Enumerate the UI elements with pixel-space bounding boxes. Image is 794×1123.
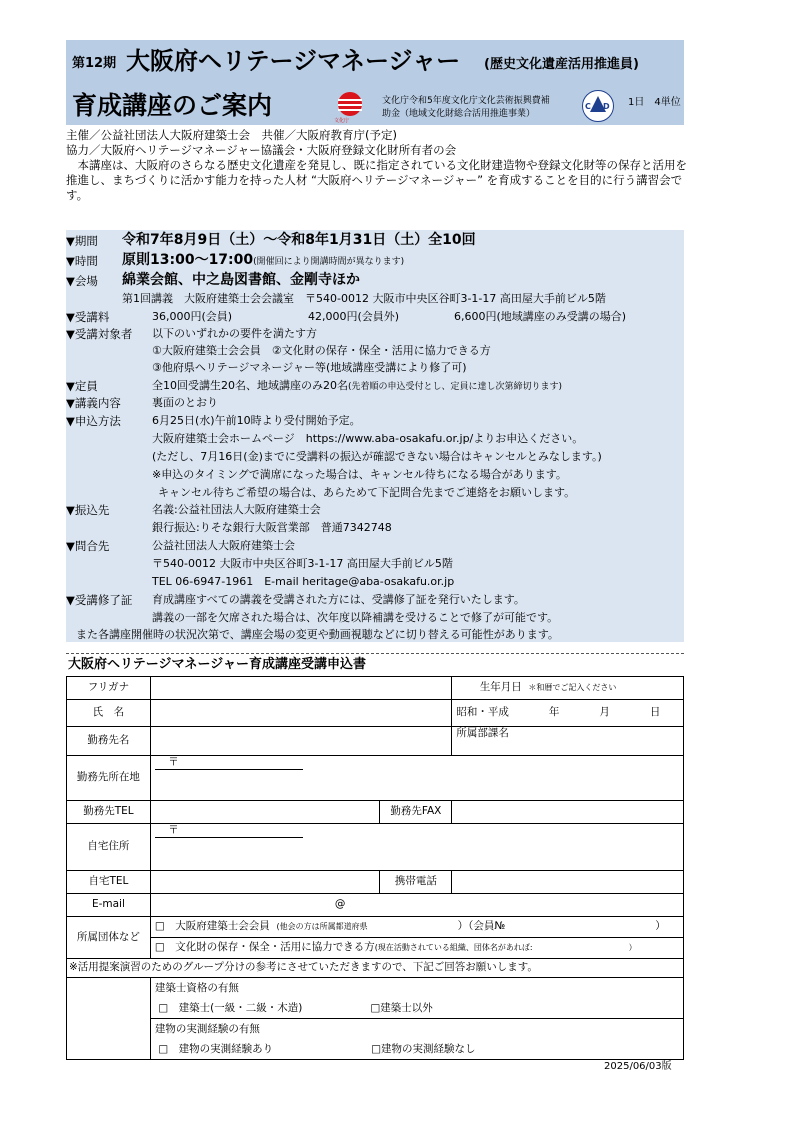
name-label: 氏 名 — [67, 700, 151, 727]
apply-line-3: (ただし、7月16日(金)までに受講料の振込が確認できない場合はキャンセルとみなします。) — [152, 450, 602, 463]
fee-member: 36,000円(会員) — [152, 310, 233, 323]
content-value: 裏面のとおり — [152, 396, 218, 409]
term-label: 第12期 — [72, 56, 117, 71]
fee-nonmember: 42,000円(会員外) — [308, 310, 400, 323]
venue-value: 綿業会館、中之島図書館、金剛寺ほか — [122, 272, 360, 288]
content-label: ▼講義内容 — [66, 396, 121, 410]
application-form — [66, 676, 684, 1060]
qual-yes-checkbox[interactable]: □ 建築士(一級・二級・木造) — [158, 1002, 303, 1014]
work-fax-field[interactable] — [452, 801, 684, 824]
guide-title: 育成講座のご案内 — [72, 91, 273, 120]
form-title: 大阪府ヘリテージマネージャー育成講座受講申込書 — [68, 657, 366, 672]
home-tel-field[interactable] — [150, 871, 380, 894]
work-tel-field[interactable] — [150, 801, 380, 824]
fee-regional: 6,600円(地域講座のみ受講の場合) — [454, 310, 627, 323]
apply-line-1: 6月25日(水)午前10時より受付開始予定。 — [152, 414, 361, 427]
venue-detail: 第1回講義 大阪府建築士会会議室 〒540-0012 大阪市中央区谷町3-1-17 高田屋大手前ビル5階 — [122, 292, 606, 305]
home-address-label: 自宅住所 — [67, 824, 151, 871]
affiliation-option-1[interactable]: □ 大阪府建築士会会員 (他会の方は所属都道府県 ）（会員№ ） — [150, 917, 683, 938]
work-address-label: 勤務先所在地 — [67, 756, 151, 801]
transfer-line-2: 銀行振込:りそな銀行大阪営業部 普通7342748 — [152, 521, 392, 534]
contact-label: ▼問合先 — [66, 539, 110, 553]
mobile-label: 携帯電話 — [380, 871, 452, 894]
apply-line-5: キャンセル待ちご希望の場合は、あらためて下記問合先までご連絡をお願いします。 — [158, 486, 576, 499]
footer-note: また各講座開催時の状況次第で、講座会場の変更や動画視聴などに切り替える可能性があります。 — [76, 628, 559, 641]
exp-no-checkbox[interactable]: □建物の実測経験なし — [371, 1043, 476, 1055]
furigana-field[interactable] — [150, 677, 451, 700]
period-label: ▼期間 — [66, 234, 98, 248]
time-label: ▼時間 — [66, 254, 98, 268]
survey-blank-cell — [67, 978, 151, 1060]
work-tel-label: 勤務先TEL — [67, 801, 151, 824]
grouping-note: ※活用提案演習のためのグループ分けの参考にさせていただきますので、下記ご回答お願いします。 — [67, 959, 684, 978]
header-banner — [66, 40, 684, 125]
target-label: ▼受講対象者 — [66, 327, 133, 341]
department-field[interactable]: 所属部課名 — [452, 727, 684, 756]
work-fax-label: 勤務先FAX — [380, 801, 452, 824]
agency-subsidy-text: 文化庁令和5年度文化庁文化芸術振興費補 助金（地域文化財総合活用推進事業） — [382, 96, 550, 119]
furigana-label: フリガナ — [67, 677, 151, 700]
apply-line-4: ※申込のタイミングで満席になった場合は、キャンセル待ちになる場合があります。 — [152, 468, 567, 481]
mobile-field[interactable] — [452, 871, 684, 894]
email-label: E-mail — [67, 894, 151, 917]
apply-label: ▼申込方法 — [66, 414, 121, 428]
target-item-2: ③他府県ヘリテージマネージャー等(地域講座受講により修了可) — [152, 361, 467, 374]
fee-label: ▼受講料 — [66, 310, 110, 324]
affiliation-label: 所属団体など — [67, 917, 151, 959]
cpd-logo-icon: C D — [582, 90, 614, 122]
exp-yes-checkbox[interactable]: □ 建物の実測経験あり — [158, 1043, 274, 1055]
capacity-label: ▼定員 — [66, 379, 98, 393]
page-subtitle: (歴史文化遺産活用推進員) — [484, 57, 639, 72]
agency-logo-caption: 文化庁 — [334, 118, 350, 124]
transfer-label: ▼振込先 — [66, 503, 110, 517]
time-row: 原則13:00～17:00(開催回により開講時間が異なります) — [122, 252, 405, 268]
capacity-row: 全10回受講生20名、地域講座のみ20名(先着順の申込受付とし、定員に達し次第締切ります) — [152, 379, 563, 392]
experience-question[interactable]: 建物の実測経験の有無 □ 建物の実測経験あり □建物の実測経験なし — [150, 1019, 683, 1060]
cut-line — [66, 653, 684, 654]
birthdate-field[interactable]: 昭和・平成 年 月 日 — [452, 700, 684, 727]
course-info-box — [66, 230, 684, 642]
home-address-field[interactable]: 〒 — [150, 824, 683, 871]
work-address-field[interactable]: 〒 — [150, 756, 683, 801]
qualification-question[interactable]: 建築士資格の有無 □ 建築士(一級・二級・木造) □建築士以外 — [150, 978, 683, 1019]
birthdate-header: 生年月日 ＊和暦でご記入ください — [452, 677, 684, 700]
home-tel-label: 自宅TEL — [67, 871, 151, 894]
apply-line-2: 大阪府建築士会ホームページ https://www.aba-osakafu.or.jp/よりお申込ください。 — [152, 432, 584, 445]
target-intro: 以下のいずれかの要件を満たす方 — [152, 327, 317, 340]
completion-label: ▼受講修了証 — [66, 593, 133, 607]
page-title: 大阪府ヘリテージマネージャー — [126, 47, 461, 75]
units-label: 1日 4単位 — [628, 97, 681, 108]
completion-line-2: 講義の一部を欠席された場合は、次年度以降補講を受けることで修了が可能です。 — [152, 611, 559, 624]
target-item-1: ①大阪府建築士会会員 ②文化財の保存・保全・活用に協力できる方 — [152, 344, 491, 357]
email-field[interactable]: @ — [150, 894, 683, 917]
workplace-field[interactable] — [150, 727, 451, 756]
transfer-line-1: 名義:公益社団法人大阪府建築士会 — [152, 503, 321, 516]
qual-no-checkbox[interactable]: □建築士以外 — [370, 1002, 433, 1014]
venue-label: ▼会場 — [66, 274, 98, 288]
contact-line-3: TEL 06-6947-1961 E-mail heritage@aba-osakafu.or.jp — [152, 575, 455, 588]
completion-line-1: 育成講座すべての講義を受講された方には、受講修了証を発行いたします。 — [152, 593, 525, 606]
workplace-label: 勤務先名 — [67, 727, 151, 756]
intro-section — [66, 128, 688, 203]
contact-line-1: 公益社団法人大阪府建築士会 — [152, 539, 295, 552]
affiliation-option-2[interactable]: □ 文化財の保存・保全・活用に協力できる方(現在活動されている組織、団体名があれば: ） — [150, 938, 683, 959]
period-value: 令和7年8月9日（土）～令和8年1月31日（土）全10回 — [122, 232, 476, 248]
name-field[interactable] — [150, 700, 451, 727]
organizer-line: 主催／公益社団法人大阪府建築士会 共催／大阪府教育庁(予定) — [66, 128, 397, 142]
contact-line-2: 〒540-0012 大阪市中央区谷町3-1-17 高田屋大手前ビル5階 — [152, 557, 453, 570]
agency-logo-icon — [338, 92, 362, 116]
cooperation-line: 協力／大阪府ヘリテージマネージャー協議会・大阪府登録文化財所有者の会 — [66, 143, 457, 157]
description-text: 本講座は、大阪府のさらなる歴史文化遺産を発見し、既に指定されている文化財建造物や登録文化財等の保存と活用を推進し、まちづくりに活かす能力を持った人材 “大阪府ヘリテージマネージャー” を育成することを目的に行う講習会です。 — [66, 158, 687, 202]
version-label: 2025/06/03版 — [604, 1061, 672, 1072]
